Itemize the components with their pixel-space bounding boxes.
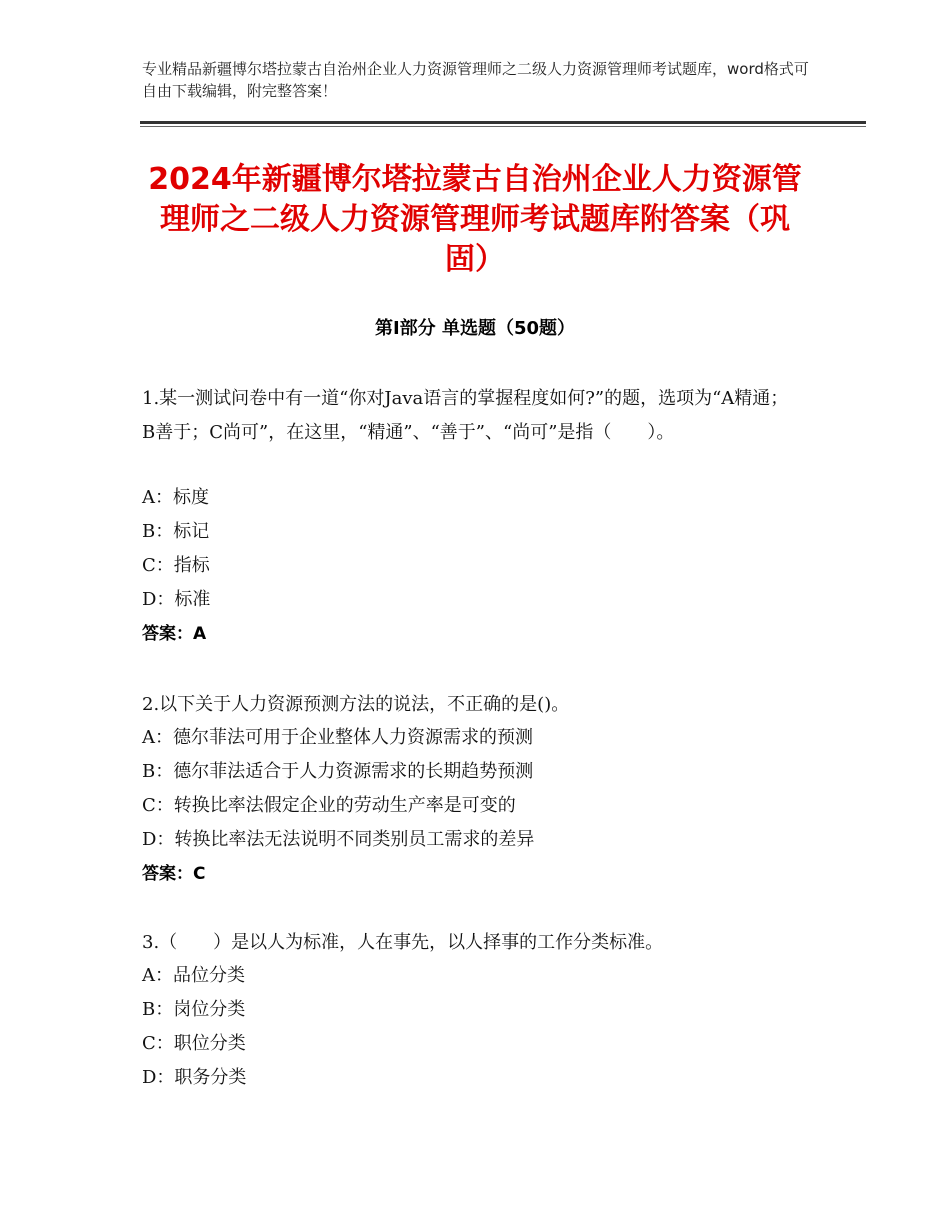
question-1-option-b: B：标记	[142, 521, 210, 542]
header-note: 专业精品新疆博尔塔拉蒙古自治州企业人力资源管理师之二级人力资源管理师考试题库，word格式可自由下载编辑，附完整答案！	[142, 60, 809, 100]
header-divider-thick	[140, 121, 866, 124]
question-1-stem: 1.某一测试问卷中有一道“你对Java语言的掌握程度如何?”的题，选项为“A精通；B善于；C尚可”，在这里，“精通”、“善于”、“尚可”是指（ ）。	[142, 388, 789, 443]
header-divider-thin	[140, 126, 866, 127]
question-3-option-d: D：职务分类	[142, 1067, 247, 1088]
question-3-option-b: B：岗位分类	[142, 999, 246, 1020]
question-2-option-b: B：德尔菲法适合于人力资源需求的长期趋势预测	[142, 761, 534, 782]
question-3-stem: 3.（ ）是以人为标准，人在事先，以人择事的工作分类标准。	[142, 932, 664, 953]
question-1-option-a: A：标度	[142, 487, 209, 508]
question-1-answer: 答案：A	[142, 624, 207, 644]
question-3-option-c: C：职位分类	[142, 1033, 246, 1054]
question-2-stem: 2.以下关于人力资源预测方法的说法，不正确的是()。	[142, 694, 570, 715]
question-1-option-d: D：标准	[142, 589, 211, 610]
question-2-option-a: A：德尔菲法可用于企业整体人力资源需求的预测	[142, 727, 533, 748]
question-2-answer: 答案：C	[142, 864, 206, 884]
question-2-option-d: D：转换比率法无法说明不同类别员工需求的差异	[142, 829, 535, 850]
section-title: 第Ⅰ部分 单选题（50题）	[374, 318, 575, 339]
document-title: 2024年新疆博尔塔拉蒙古自治州企业人力资源管理师之二级人力资源管理师考试题库附答案（巩固）	[148, 162, 802, 277]
question-2-option-c: C：转换比率法假定企业的劳动生产率是可变的	[142, 795, 516, 816]
question-3-option-a: A：品位分类	[142, 965, 245, 986]
question-1-option-c: C：指标	[142, 555, 210, 576]
